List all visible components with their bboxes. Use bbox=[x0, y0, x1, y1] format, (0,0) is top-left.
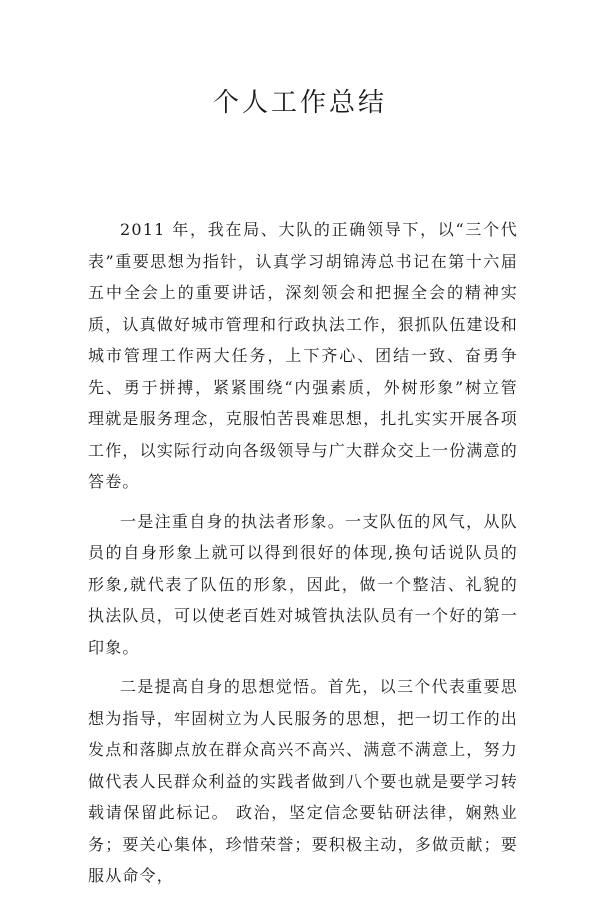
paragraph-thinking: 二是提高自身的思想觉悟。首先，以三个代表重要思想为指导，牢固树立为人民服务的思想，把一切工作的出发点和落脚点放在群众高兴不高兴、满意不满意上，努力做代表人民群众利益的实践者做到八个要也就是要学习转载请保留此标记。 政治，坚定信念要钻研法律，娴熟业务；要关心集体，珍惜荣誉；要积极主动，多做贡献；要服从命令， bbox=[88, 677, 519, 885]
document-body bbox=[88, 214, 518, 900]
paragraph-image: 一是注重自身的执法者形象。一支队伍的风气，从队员的自身形象上就可以得到很好的体现,换句话说队员的形象,就代表了队伍的形象，因此，做一个整洁、礼貌的执法队员，可以使老百姓对城管执法队员有一个好的第一印象。 bbox=[88, 511, 519, 657]
paragraph-intro: 2011 年，我在局、大队的正确领导下，以“三个代表”重要思想为指针，认真学习胡锦涛总书记在第十六届五中全会上的重要讲话，深刻领会和把握全会的精神实质，认真做好城市管理和行政执法工作，狠抓队伍建设和城市管理工作两大任务，上下齐心、团结一致、奋勇争先、勇于拼搏，紧紧围绕“内强素质，外树形象”树立管理就是服务理念，克服怕苦畏难思想，扎扎实实开展各项工作，以实际行动向各级领导与广大群众交上一份满意的答卷。 bbox=[88, 220, 519, 491]
document-title: 个人工作总结 bbox=[212, 88, 387, 118]
